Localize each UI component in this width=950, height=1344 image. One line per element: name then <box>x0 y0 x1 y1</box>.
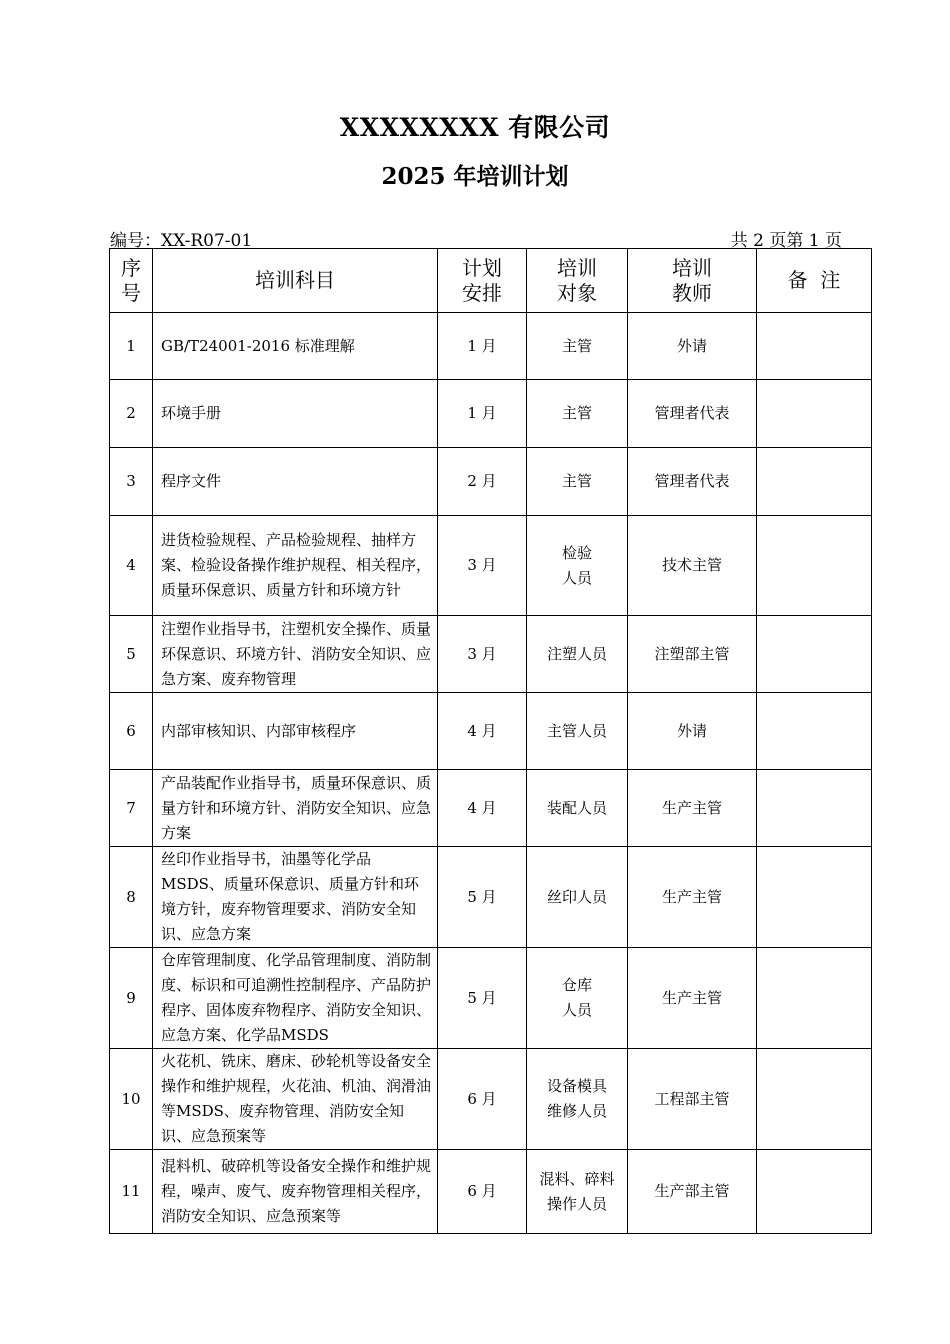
header-remarks: 备 注 <box>757 249 872 313</box>
header-subject: 培训科目 <box>153 249 438 313</box>
cell-subject: 内部审核知识、内部审核程序 <box>153 693 438 770</box>
cell-subject: 进货检验规程、产品检验规程、抽样方案、检验设备操作维护规程、相关程序，质量环保意识、质量方针和环境方针 <box>153 516 438 616</box>
table-row <box>110 948 872 1049</box>
cell-schedule: 6 月 <box>438 1150 527 1234</box>
table-row <box>110 1049 872 1150</box>
cell-remarks <box>757 948 872 1049</box>
table-row <box>110 313 872 380</box>
cell-target: 装配人员 <box>527 770 628 847</box>
cell-seq: 1 <box>110 313 153 380</box>
cell-target: 检验 人员 <box>527 516 628 616</box>
cell-target: 主管 <box>527 380 628 448</box>
cell-remarks <box>757 380 872 448</box>
cell-schedule: 3 月 <box>438 616 527 693</box>
table-row <box>110 770 872 847</box>
cell-subject: 火花机、铣床、磨床、砂轮机等设备安全操作和维护规程，火花油、机油、润滑油等MSDS、废弃物管理、消防安全知识、应急预案等 <box>153 1049 438 1150</box>
cell-target: 仓库 人员 <box>527 948 628 1049</box>
cell-remarks <box>757 313 872 380</box>
cell-schedule: 4 月 <box>438 770 527 847</box>
table-row <box>110 1150 872 1234</box>
cell-remarks <box>757 616 872 693</box>
cell-seq: 4 <box>110 516 153 616</box>
cell-seq: 7 <box>110 770 153 847</box>
cell-remarks <box>757 847 872 948</box>
table-body <box>110 313 872 1234</box>
cell-teacher: 生产主管 <box>628 770 757 847</box>
cell-seq: 3 <box>110 448 153 516</box>
cell-teacher: 生产主管 <box>628 847 757 948</box>
table-row <box>110 448 872 516</box>
cell-teacher: 管理者代表 <box>628 448 757 516</box>
cell-target: 设备模具 维修人员 <box>527 1049 628 1150</box>
cell-target: 主管 <box>527 313 628 380</box>
cell-remarks <box>757 1049 872 1150</box>
cell-remarks <box>757 770 872 847</box>
document-title: 2025 年培训计划 <box>381 163 569 190</box>
cell-schedule: 1 月 <box>438 313 527 380</box>
company-name: XXXXXXXX 有限公司 <box>339 113 611 142</box>
cell-seq: 11 <box>110 1150 153 1234</box>
cell-target: 混料、碎料 操作人员 <box>527 1150 628 1234</box>
table-header-row <box>110 249 872 313</box>
cell-teacher: 工程部主管 <box>628 1049 757 1150</box>
cell-target: 主管人员 <box>527 693 628 770</box>
table-row <box>110 380 872 448</box>
cell-target: 主管 <box>527 448 628 516</box>
cell-remarks <box>757 1150 872 1234</box>
table-row <box>110 847 872 948</box>
cell-teacher: 生产主管 <box>628 948 757 1049</box>
cell-subject: 混料机、破碎机等设备安全操作和维护规程，噪声、废气、废弃物管理相关程序，消防安全知识、应急预案等 <box>153 1150 438 1234</box>
cell-seq: 6 <box>110 693 153 770</box>
cell-subject: 程序文件 <box>153 448 438 516</box>
cell-seq: 2 <box>110 380 153 448</box>
header-teacher: 培训 教师 <box>628 249 757 313</box>
cell-schedule: 4 月 <box>438 693 527 770</box>
cell-remarks <box>757 448 872 516</box>
cell-schedule: 2 月 <box>438 448 527 516</box>
header-seq: 序 号 <box>110 249 153 313</box>
table-row <box>110 693 872 770</box>
cell-subject: 仓库管理制度、化学品管理制度、消防制度、标识和可追溯性控制程序、产品防护程序、固体废弃物程序、消防安全知识、应急方案、化学品MSDS <box>153 948 438 1049</box>
cell-subject: 环境手册 <box>153 380 438 448</box>
page-indicator: 共 2 页第 1 页 <box>730 231 842 251</box>
cell-schedule: 1 月 <box>438 380 527 448</box>
document-number: 编号：XX-R07-01 <box>110 231 253 251</box>
cell-seq: 8 <box>110 847 153 948</box>
cell-subject: 产品装配作业指导书，质量环保意识、质量方针和环境方针、消防安全知识、应急方案 <box>153 770 438 847</box>
cell-target: 注塑人员 <box>527 616 628 693</box>
cell-teacher: 外请 <box>628 693 757 770</box>
cell-teacher: 管理者代表 <box>628 380 757 448</box>
cell-teacher: 外请 <box>628 313 757 380</box>
cell-teacher: 生产部主管 <box>628 1150 757 1234</box>
cell-schedule: 5 月 <box>438 948 527 1049</box>
header-target: 培训 对象 <box>527 249 628 313</box>
cell-target: 丝印人员 <box>527 847 628 948</box>
cell-schedule: 5 月 <box>438 847 527 948</box>
table-row <box>110 516 872 616</box>
cell-seq: 9 <box>110 948 153 1049</box>
cell-schedule: 3 月 <box>438 516 527 616</box>
cell-subject: 丝印作业指导书，油墨等化学品MSDS、质量环保意识、质量方针和环境方针，废弃物管理要求、消防安全知识、应急方案 <box>153 847 438 948</box>
cell-remarks <box>757 516 872 616</box>
cell-remarks <box>757 693 872 770</box>
cell-teacher: 注塑部主管 <box>628 616 757 693</box>
cell-schedule: 6 月 <box>438 1049 527 1150</box>
header-schedule: 计划 安排 <box>438 249 527 313</box>
cell-subject: 注塑作业指导书，注塑机安全操作、质量环保意识、环境方针、消防安全知识、应急方案、废弃物管理 <box>153 616 438 693</box>
table-row <box>110 616 872 693</box>
training-plan-table <box>109 248 872 1234</box>
cell-seq: 10 <box>110 1049 153 1150</box>
cell-subject: GB/T24001-2016 标准理解 <box>153 313 438 380</box>
cell-teacher: 技术主管 <box>628 516 757 616</box>
cell-seq: 5 <box>110 616 153 693</box>
